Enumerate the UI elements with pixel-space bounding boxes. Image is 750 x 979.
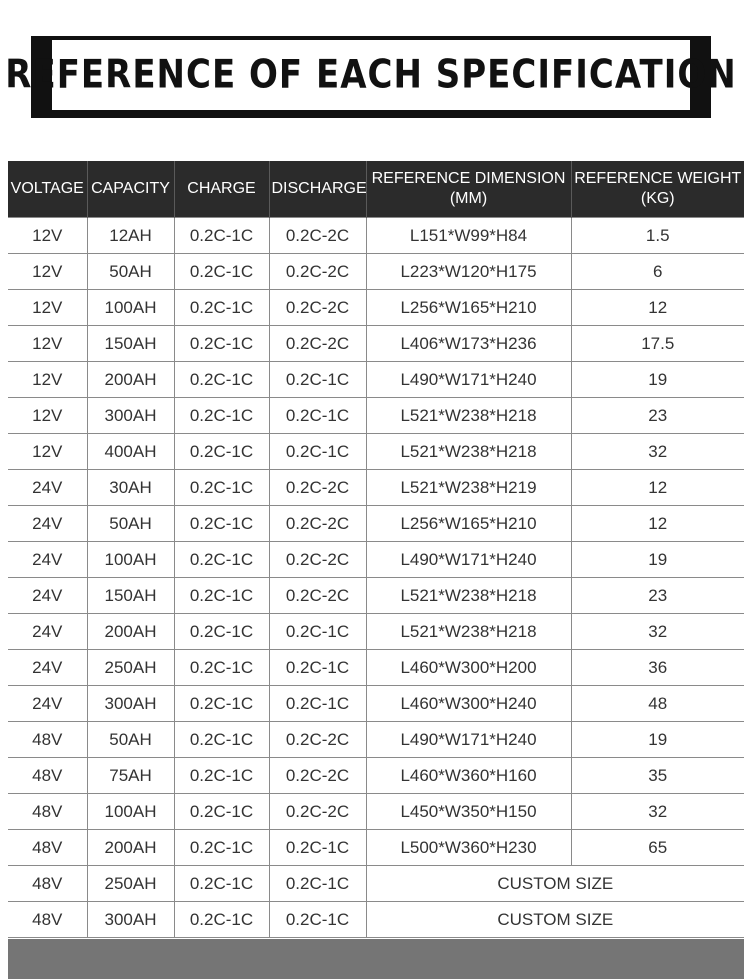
table-cell: 250AH [87,866,174,902]
table-row [8,866,744,902]
table-cell: 12 [571,470,744,506]
table-cell: 32 [571,614,744,650]
table-cell: 300AH [87,686,174,722]
table-cell: L490*W171*H240 [366,362,571,398]
table-cell: 12V [8,434,87,470]
table-row [8,578,744,614]
table-cell: 0.2C-1C [174,542,269,578]
table-cell: 0.2C-1C [174,614,269,650]
table-cell: 0.2C-1C [174,398,269,434]
table-cell: 0.2C-2C [269,326,366,362]
table-cell: 300AH [87,398,174,434]
table-cell: L151*W99*H84 [366,218,571,254]
table-cell: 0.2C-1C [269,902,366,938]
table-row [8,794,744,830]
table-cell: 6 [571,254,744,290]
table-row [8,254,744,290]
table-row [8,470,744,506]
table-cell: 17.5 [571,326,744,362]
table-cell: 0.2C-1C [269,614,366,650]
title-banner-inner [5,40,737,110]
table-cell: 23 [571,398,744,434]
table-cell: 24V [8,614,87,650]
table-cell: 24V [8,506,87,542]
table-cell: L460*W300*H200 [366,650,571,686]
column-header: CAPACITY [87,161,174,218]
table-cell: 12V [8,326,87,362]
table-cell: L521*W238*H218 [366,398,571,434]
table-cell: 150AH [87,326,174,362]
table-cell: 0.2C-2C [269,794,366,830]
table-row [8,326,744,362]
table-cell: 19 [571,542,744,578]
table-cell: 250AH [87,650,174,686]
table-cell: 0.2C-1C [174,218,269,254]
table-cell: 24V [8,650,87,686]
table-cell: 0.2C-1C [174,722,269,758]
table-cell: 0.2C-1C [269,830,366,866]
table-cell: 12V [8,290,87,326]
table-cell: CUSTOM SIZE [366,866,744,902]
column-header: DISCHARGE [269,161,366,218]
table-row [8,362,744,398]
table-cell: 48V [8,830,87,866]
table-cell: L521*W238*H218 [366,614,571,650]
table-cell: 48 [571,686,744,722]
table-cell: L460*W300*H240 [366,686,571,722]
table-row [8,434,744,470]
table-cell: 0.2C-1C [174,686,269,722]
table-cell: L256*W165*H210 [366,506,571,542]
table-cell: 0.2C-1C [174,290,269,326]
table-cell: 0.2C-2C [269,722,366,758]
table-cell: 50AH [87,722,174,758]
table-cell: 100AH [87,794,174,830]
table-cell: 35 [571,758,744,794]
table-cell: 0.2C-1C [269,866,366,902]
table-cell: L521*W238*H218 [366,434,571,470]
table-row [8,650,744,686]
table-cell: 0.2C-1C [174,758,269,794]
table-cell: 19 [571,722,744,758]
table-cell: 300AH [87,902,174,938]
table-cell: 0.2C-1C [174,362,269,398]
table-cell: 24V [8,686,87,722]
table-cell: 24V [8,578,87,614]
table-cell: 24V [8,542,87,578]
table-cell: 0.2C-1C [174,830,269,866]
table-cell: 0.2C-2C [269,542,366,578]
table-cell: 48V [8,794,87,830]
table-cell: 32 [571,434,744,470]
table-cell: 0.2C-2C [269,578,366,614]
table-header-row [8,161,744,218]
table-cell: L521*W238*H219 [366,470,571,506]
table-cell: 65 [571,830,744,866]
column-header: VOLTAGE [8,161,87,218]
column-header: REFERENCE WEIGHT (KG) [571,161,744,218]
table-cell: 50AH [87,506,174,542]
table-row [8,830,744,866]
table-cell: L450*W350*H150 [366,794,571,830]
table-cell: 48V [8,722,87,758]
table-cell: 48V [8,866,87,902]
table-row [8,614,744,650]
table-row [8,218,744,254]
table-cell: 0.2C-2C [269,290,366,326]
table-cell: L500*W360*H230 [366,830,571,866]
table-body [8,218,744,938]
table-cell: 0.2C-1C [174,326,269,362]
table-cell: 32 [571,794,744,830]
table-cell: 0.2C-2C [269,254,366,290]
table-row [8,902,744,938]
table-cell: 1.5 [571,218,744,254]
table-cell: 0.2C-2C [269,758,366,794]
table-cell: L460*W360*H160 [366,758,571,794]
table-cell: 24V [8,470,87,506]
column-header: CHARGE [174,161,269,218]
table-cell: 0.2C-1C [174,506,269,542]
table-row [8,290,744,326]
table-cell: L521*W238*H218 [366,578,571,614]
table-row [8,506,744,542]
table-cell: 200AH [87,614,174,650]
table-cell: 0.2C-1C [269,434,366,470]
title-banner [5,36,737,118]
table-cell: 36 [571,650,744,686]
table-cell: 0.2C-2C [269,470,366,506]
table-cell: 0.2C-2C [269,218,366,254]
table-row [8,722,744,758]
table-cell: 0.2C-1C [174,650,269,686]
table-cell: 0.2C-1C [174,470,269,506]
table-cell: L490*W171*H240 [366,542,571,578]
table-cell: 0.2C-1C [269,398,366,434]
table-cell: 12V [8,398,87,434]
table-row [8,398,744,434]
table-cell: 0.2C-1C [174,902,269,938]
table-cell: 150AH [87,578,174,614]
table-cell: 50AH [87,254,174,290]
table-cell: 12V [8,254,87,290]
table-cell: 48V [8,902,87,938]
table-cell: 100AH [87,542,174,578]
footer-bar [8,939,744,979]
column-header: REFERENCE DIMENSION (MM) [366,161,571,218]
table-row [8,542,744,578]
table-cell: L490*W171*H240 [366,722,571,758]
specification-table [8,161,744,938]
table-cell: 0.2C-1C [174,578,269,614]
table-cell: 75AH [87,758,174,794]
table-cell: 12V [8,218,87,254]
table-cell: 0.2C-1C [174,866,269,902]
table-cell: 19 [571,362,744,398]
table-cell: 100AH [87,290,174,326]
table-cell: 200AH [87,830,174,866]
table-cell: 200AH [87,362,174,398]
table-cell: 0.2C-1C [269,686,366,722]
table-cell: 0.2C-1C [174,794,269,830]
table-cell: 12V [8,362,87,398]
table-row [8,686,744,722]
table-cell: L406*W173*H236 [366,326,571,362]
table-cell: 0.2C-1C [174,254,269,290]
table-cell: 12AH [87,218,174,254]
table-cell: 0.2C-2C [269,506,366,542]
table-cell: 0.2C-1C [269,362,366,398]
table-row [8,758,744,794]
table-cell: 400AH [87,434,174,470]
page-title: REFERENCE OF EACH SPECIFICATION [5,52,737,98]
table-cell: 48V [8,758,87,794]
table-cell: 0.2C-1C [174,434,269,470]
table-cell: L256*W165*H210 [366,290,571,326]
table-cell: 12 [571,290,744,326]
table-cell: L223*W120*H175 [366,254,571,290]
table-cell: CUSTOM SIZE [366,902,744,938]
table-cell: 12 [571,506,744,542]
table-cell: 0.2C-1C [269,650,366,686]
table-cell: 30AH [87,470,174,506]
table-cell: 23 [571,578,744,614]
